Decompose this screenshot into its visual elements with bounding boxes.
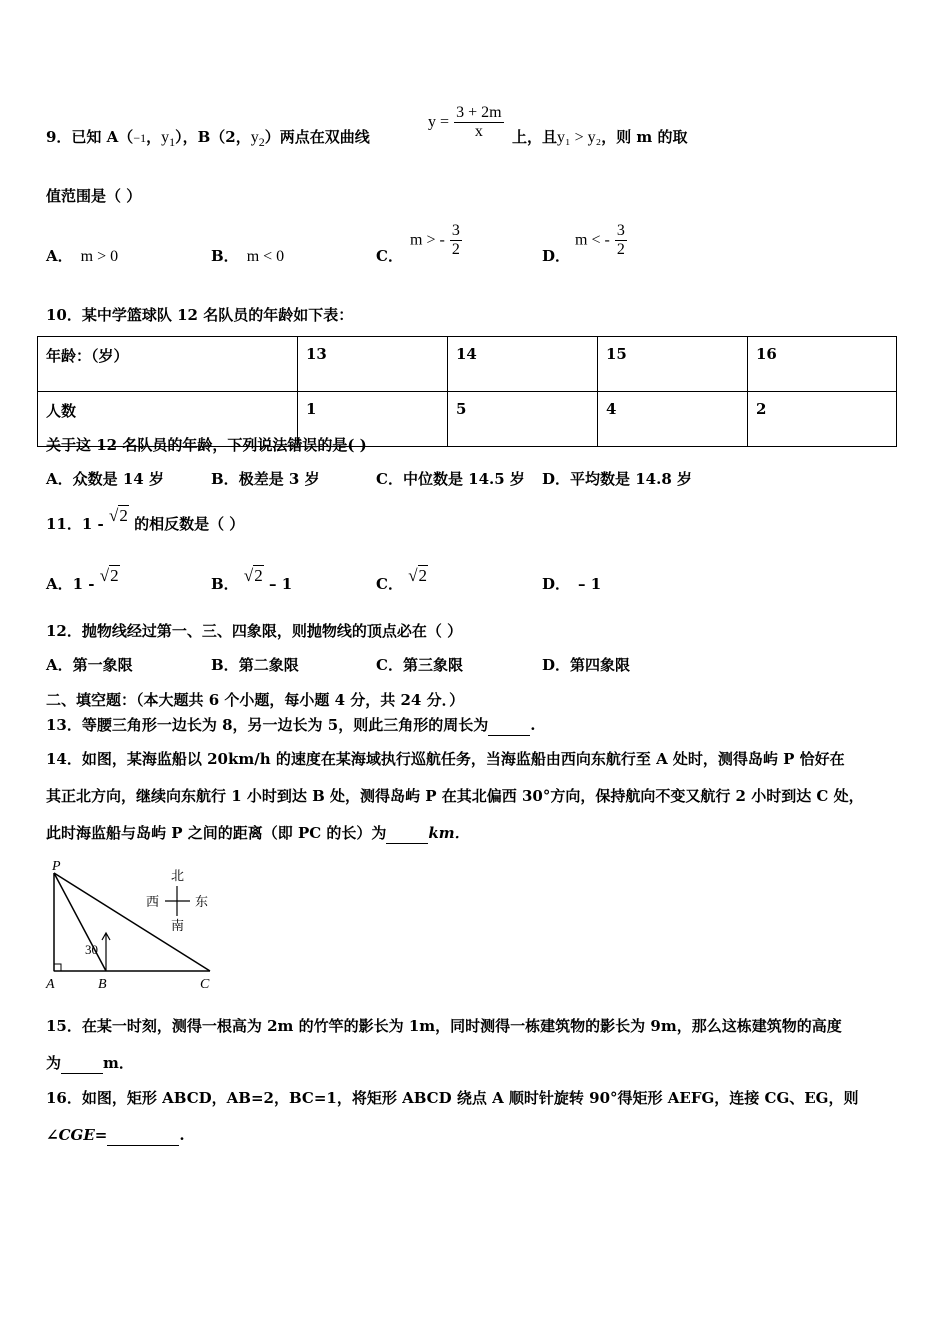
q13: 13．等腰三角形一边长为 8，另一边长为 5，则此三角形的周长为 . xyxy=(46,716,536,734)
q10-question: 关于这 12 名队员的年龄，下列说法错误的是( ) xyxy=(46,436,367,454)
answer-blank xyxy=(488,715,530,736)
table-cell: 年龄：（岁） xyxy=(38,337,298,392)
q9-option-b: B． m < 0 xyxy=(211,247,285,265)
compass-east: 东 xyxy=(195,895,209,910)
q14-line2: 其正北方向，继续向东航行 1 小时到达 B 处，测得岛屿 P 在其北偏西 30°方向，保持航向不变又航行 2 小时到达 C 处， xyxy=(46,787,864,805)
label-b: B xyxy=(98,977,107,992)
label-p: P xyxy=(52,859,61,874)
q10-stem: 10．某中学篮球队 12 名队员的年龄如下表： xyxy=(46,306,354,324)
q16-line2: ∠CGE= . xyxy=(46,1126,185,1144)
q16-line1: 16．如图，矩形 ABCD，AB=2，BC=1，将矩形 ABCD 绕点 A 顺时针旋转 90°得矩形 AEFG，连接 CG、EG，则 xyxy=(46,1089,859,1107)
table-cell: 15 xyxy=(598,337,748,392)
q12-option-c: C．第三象限 xyxy=(376,656,463,674)
q9-line1-tail: 上，且y₁ > y₂，则 m 的取 xyxy=(512,128,688,146)
q9-curve-fraction: $\frac{3 + 2m}{x}$ xyxy=(456,104,502,140)
q11-option-d: D． – 1 xyxy=(542,575,602,593)
table-cell: 13 xyxy=(298,337,448,392)
q10-option-b: B．极差是 3 岁 xyxy=(211,470,320,488)
answer-blank xyxy=(386,823,428,844)
q14-line1: 14．如图，某海监船以 20km/h 的速度在某海域执行巡航任务，当海监船由西向东航行至 A 处时，测得岛屿 P 恰好在 xyxy=(46,750,845,768)
q12-option-d: D．第四象限 xyxy=(542,656,631,674)
table-cell: 1 xyxy=(298,392,448,447)
q9-line2: 值范围是（ ） xyxy=(46,187,142,205)
q9-curve-formula: y = $\frac{3 + 2m}{x}$ xyxy=(428,104,502,140)
sqrt-symbol: √2 xyxy=(109,506,128,525)
table-cell: 14 xyxy=(448,337,598,392)
table-cell: 人数 xyxy=(38,392,298,447)
label-a: A xyxy=(46,977,55,992)
q15-line1: 15．在某一时刻，测得一根高为 2m 的竹竿的影长为 1m，同时测得一栋建筑物的影长为 9m，那么这栋建筑物的高度 xyxy=(46,1017,842,1035)
q10-option-c: C．中位数是 14.5 岁 xyxy=(376,470,525,488)
label-c: C xyxy=(200,977,210,992)
q9-option-c: m > - $\frac{3}{2}$ xyxy=(410,222,460,258)
q12-option-b: B．第二象限 xyxy=(211,656,299,674)
q11-stem: 11．1 - √2 的相反数是（ ） xyxy=(46,506,245,533)
q10-option-d: D．平均数是 14.8 岁 xyxy=(542,470,692,488)
right-angle-mark xyxy=(54,964,61,971)
q9-option-c-label: C． xyxy=(376,247,403,265)
table-cell: 5 xyxy=(448,392,598,447)
q15-line2: 为 m． xyxy=(46,1054,134,1072)
compass-south: 南 xyxy=(171,919,185,934)
table-cell: 16 xyxy=(748,337,897,392)
label-angle: 30 xyxy=(85,942,98,957)
answer-blank xyxy=(107,1125,179,1146)
q9-option-a: A． m > 0 xyxy=(46,247,119,265)
answer-blank xyxy=(61,1053,103,1074)
compass-north: 北 xyxy=(171,869,185,884)
compass-west: 西 xyxy=(146,895,160,910)
age-table xyxy=(37,336,897,447)
q9-line1: 9．已知 A（−1，$y_1$），B（2，$y_2$）两点在双曲线 xyxy=(46,128,370,149)
line-pc xyxy=(54,873,210,971)
q10-option-a: A．众数是 14 岁 xyxy=(46,470,164,488)
line-pb xyxy=(54,873,106,971)
q9-option-d: m < - $\frac{3}{2}$ xyxy=(575,222,625,258)
section-heading: 二、填空题：（本大题共 6 个小题，每小题 4 分，共 24 分．） xyxy=(46,691,465,709)
table-cell: 2 xyxy=(748,392,897,447)
table-row xyxy=(38,337,897,392)
q11-option-c: C． √2 xyxy=(376,566,428,593)
q12-option-a: A．第一象限 xyxy=(46,656,133,674)
table-cell: 4 xyxy=(598,392,748,447)
q12-stem: 12．抛物线经过第一、三、四象限，则抛物线的顶点必在（ ） xyxy=(46,622,463,640)
q9-option-d-label: D． xyxy=(542,247,571,265)
q14-line3: 此时海监船与岛屿 P 之间的距离（即 PC 的长）为 km． xyxy=(46,824,470,842)
q14-figure xyxy=(40,858,230,998)
q11-option-b: B． √2 – 1 xyxy=(211,566,293,593)
q11-option-a: A．1 - √2 xyxy=(46,566,119,593)
